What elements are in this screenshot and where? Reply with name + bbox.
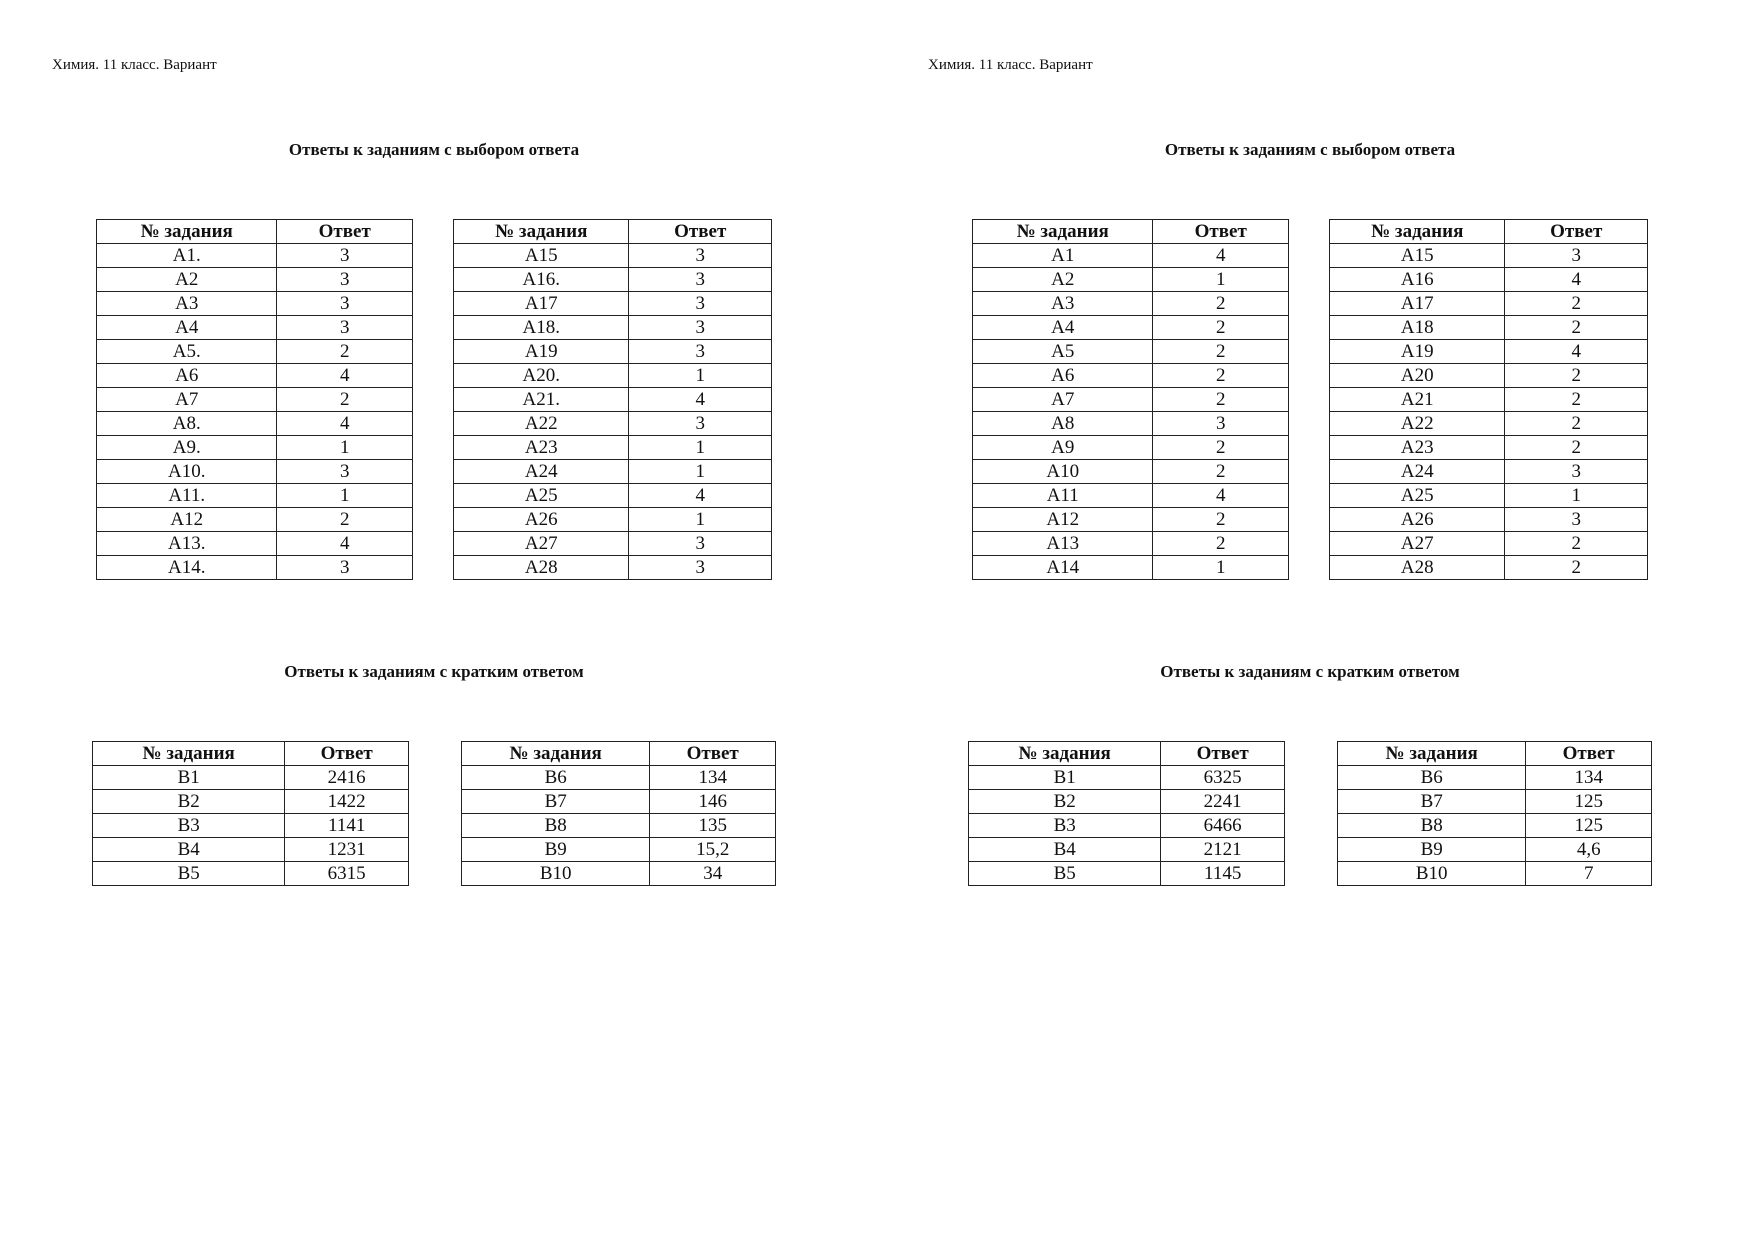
answer-cell: 1141 [285, 814, 409, 838]
answer-cell: 3 [1153, 412, 1289, 436]
answer-cell: 2 [1505, 556, 1648, 580]
answer-cell: 6325 [1161, 766, 1285, 790]
table-row [462, 862, 776, 886]
answer-cell: 146 [650, 790, 776, 814]
column-header-answer: Ответ [650, 742, 776, 766]
task-number-cell: А13. [97, 532, 277, 556]
task-number-cell: А17 [1330, 292, 1505, 316]
answer-cell: 2 [277, 340, 413, 364]
task-number-cell: А23 [454, 436, 629, 460]
task-number-cell: В3 [969, 814, 1161, 838]
task-number-cell: В9 [462, 838, 650, 862]
answer-cell: 2121 [1161, 838, 1285, 862]
answer-cell: 4 [1153, 244, 1289, 268]
table-row [1330, 316, 1648, 340]
task-number-cell: А24 [1330, 460, 1505, 484]
answer-cell: 1 [1505, 484, 1648, 508]
task-number-cell: В7 [462, 790, 650, 814]
table-row [97, 484, 413, 508]
task-number-cell: А6 [97, 364, 277, 388]
task-number-cell: А28 [1330, 556, 1505, 580]
table-row [969, 766, 1285, 790]
table-row [93, 838, 409, 862]
table-row [97, 364, 413, 388]
table-row [454, 460, 772, 484]
task-number-cell: В4 [969, 838, 1161, 862]
task-number-cell: В7 [1338, 790, 1526, 814]
column-header-answer: Ответ [285, 742, 409, 766]
task-number-cell: А5. [97, 340, 277, 364]
answer-cell: 3 [629, 292, 772, 316]
column-header-task: № задания [97, 220, 277, 244]
table-row [454, 484, 772, 508]
task-number-cell: А1 [973, 244, 1153, 268]
task-number-cell: А15 [1330, 244, 1505, 268]
task-number-cell: А26 [1330, 508, 1505, 532]
task-number-cell: А18. [454, 316, 629, 340]
column-header-task: № задания [454, 220, 629, 244]
answer-cell: 2 [1153, 388, 1289, 412]
table-row [97, 292, 413, 316]
task-number-cell: В6 [1338, 766, 1526, 790]
task-number-cell: А11. [97, 484, 277, 508]
task-number-cell: А27 [454, 532, 629, 556]
task-number-cell: А16 [1330, 268, 1505, 292]
answer-cell: 3 [629, 268, 772, 292]
task-number-cell: А7 [973, 388, 1153, 412]
table-row [1330, 268, 1648, 292]
answer-cell: 3 [277, 316, 413, 340]
answer-cell: 3 [1505, 460, 1648, 484]
task-number-cell: А2 [973, 268, 1153, 292]
table-row [973, 508, 1289, 532]
task-number-cell: А8 [973, 412, 1153, 436]
answer-cell: 1 [1153, 556, 1289, 580]
table-row [454, 268, 772, 292]
column-header-task: № задания [1330, 220, 1505, 244]
page-1-table-b-right [461, 741, 776, 886]
table-row [97, 268, 413, 292]
task-number-cell: А6 [973, 364, 1153, 388]
task-number-cell: А1. [97, 244, 277, 268]
answer-cell: 3 [629, 316, 772, 340]
answer-cell: 134 [1526, 766, 1652, 790]
table-row [973, 292, 1289, 316]
task-number-cell: А27 [1330, 532, 1505, 556]
task-number-cell: А5 [973, 340, 1153, 364]
table-row [454, 244, 772, 268]
answer-cell: 2 [1153, 316, 1289, 340]
task-number-cell: В8 [462, 814, 650, 838]
answer-cell: 6466 [1161, 814, 1285, 838]
table-row [454, 388, 772, 412]
task-number-cell: А26 [454, 508, 629, 532]
table-row [1338, 838, 1652, 862]
table-row [969, 838, 1285, 862]
table-row [462, 790, 776, 814]
table-row [454, 532, 772, 556]
answer-cell: 2 [1505, 292, 1648, 316]
answer-cell: 3 [1505, 244, 1648, 268]
answer-cell: 2 [1153, 364, 1289, 388]
table-row [462, 838, 776, 862]
task-number-cell: А23 [1330, 436, 1505, 460]
table-row [973, 556, 1289, 580]
column-header-answer: Ответ [1161, 742, 1285, 766]
answer-cell: 4 [1505, 268, 1648, 292]
answer-cell: 4 [277, 532, 413, 556]
task-number-cell: А8. [97, 412, 277, 436]
task-number-cell: А11 [973, 484, 1153, 508]
answer-cell: 2 [1153, 436, 1289, 460]
answer-cell: 3 [277, 556, 413, 580]
answer-cell: 3 [277, 244, 413, 268]
table-row [973, 412, 1289, 436]
column-header-task: № задания [462, 742, 650, 766]
answer-cell: 3 [1505, 508, 1648, 532]
page-2-section-b-title: Ответы к заданиям с кратким ответом [1160, 662, 1460, 681]
answer-cell: 4 [1153, 484, 1289, 508]
page-2-table-b-right [1337, 741, 1652, 886]
answer-cell: 135 [650, 814, 776, 838]
answer-cell: 2 [1153, 292, 1289, 316]
task-number-cell: А19 [454, 340, 629, 364]
table-row [97, 556, 413, 580]
column-header-answer: Ответ [629, 220, 772, 244]
task-number-cell: А28 [454, 556, 629, 580]
answer-cell: 3 [629, 556, 772, 580]
table-row [973, 244, 1289, 268]
table-row [1330, 388, 1648, 412]
table-row [454, 508, 772, 532]
task-number-cell: А2 [97, 268, 277, 292]
task-number-cell: В2 [969, 790, 1161, 814]
answer-cell: 2 [1153, 460, 1289, 484]
answer-cell: 34 [650, 862, 776, 886]
table-row [97, 388, 413, 412]
table-row [93, 814, 409, 838]
task-number-cell: А22 [1330, 412, 1505, 436]
table-row [1330, 484, 1648, 508]
task-number-cell: А14. [97, 556, 277, 580]
table-row [973, 316, 1289, 340]
table-row [973, 364, 1289, 388]
table-row [973, 340, 1289, 364]
table-row [1330, 244, 1648, 268]
table-row [462, 766, 776, 790]
answer-cell: 2 [1505, 436, 1648, 460]
table-row [97, 316, 413, 340]
task-number-cell: В5 [93, 862, 285, 886]
column-header-answer: Ответ [1153, 220, 1289, 244]
answer-cell: 15,2 [650, 838, 776, 862]
task-number-cell: В4 [93, 838, 285, 862]
task-number-cell: В6 [462, 766, 650, 790]
table-row [973, 532, 1289, 556]
page-1-header: Химия. 11 класс. Вариант [52, 57, 217, 73]
table-row [97, 436, 413, 460]
page-1-section-b-title: Ответы к заданиям с кратким ответом [284, 662, 584, 681]
table-row [1330, 364, 1648, 388]
table-row [973, 388, 1289, 412]
task-number-cell: А4 [973, 316, 1153, 340]
task-number-cell: В10 [462, 862, 650, 886]
table-row [454, 316, 772, 340]
answer-cell: 1231 [285, 838, 409, 862]
answer-cell: 2241 [1161, 790, 1285, 814]
task-number-cell: А12 [97, 508, 277, 532]
task-number-cell: В1 [93, 766, 285, 790]
column-header-answer: Ответ [1505, 220, 1648, 244]
answer-cell: 4 [277, 412, 413, 436]
table-row [97, 244, 413, 268]
answer-cell: 1 [629, 436, 772, 460]
task-number-cell: А10 [973, 460, 1153, 484]
page-2-table-b-left [968, 741, 1285, 886]
table-row [462, 814, 776, 838]
answer-cell: 3 [277, 460, 413, 484]
table-row [1330, 436, 1648, 460]
table-row [973, 484, 1289, 508]
answer-cell: 3 [277, 268, 413, 292]
table-row [973, 268, 1289, 292]
column-header-task: № задания [93, 742, 285, 766]
table-row [1338, 766, 1652, 790]
table-row [454, 412, 772, 436]
answer-cell: 4 [629, 484, 772, 508]
answer-cell: 1 [277, 484, 413, 508]
answer-cell: 2416 [285, 766, 409, 790]
answer-cell: 1 [629, 508, 772, 532]
task-number-cell: А24 [454, 460, 629, 484]
table-row [969, 790, 1285, 814]
table-row [93, 862, 409, 886]
task-number-cell: А22 [454, 412, 629, 436]
answer-cell: 2 [1505, 364, 1648, 388]
answer-cell: 4 [1505, 340, 1648, 364]
answer-cell: 6315 [285, 862, 409, 886]
answer-cell: 1145 [1161, 862, 1285, 886]
task-number-cell: А13 [973, 532, 1153, 556]
table-row [93, 790, 409, 814]
task-number-cell: В3 [93, 814, 285, 838]
task-number-cell: В10 [1338, 862, 1526, 886]
task-number-cell: А18 [1330, 316, 1505, 340]
answer-cell: 2 [277, 508, 413, 532]
table-row [454, 364, 772, 388]
task-number-cell: А21. [454, 388, 629, 412]
table-row [454, 436, 772, 460]
answer-cell: 4 [277, 364, 413, 388]
page-2-table-a-right [1329, 219, 1648, 580]
answer-cell: 2 [1505, 388, 1648, 412]
page-1-table-a-left [96, 219, 413, 580]
task-number-cell: А3 [973, 292, 1153, 316]
table-row [1338, 814, 1652, 838]
table-row [1330, 532, 1648, 556]
task-number-cell: А19 [1330, 340, 1505, 364]
task-number-cell: В2 [93, 790, 285, 814]
answer-cell: 2 [1505, 316, 1648, 340]
table-row [454, 556, 772, 580]
table-row [1330, 508, 1648, 532]
answer-cell: 3 [629, 244, 772, 268]
answer-cell: 2 [1153, 532, 1289, 556]
task-number-cell: А25 [1330, 484, 1505, 508]
table-row [454, 340, 772, 364]
answer-cell: 125 [1526, 814, 1652, 838]
table-row [97, 340, 413, 364]
task-number-cell: А20. [454, 364, 629, 388]
task-number-cell: В5 [969, 862, 1161, 886]
table-row [1330, 412, 1648, 436]
table-row [1338, 790, 1652, 814]
table-row [454, 292, 772, 316]
task-number-cell: А9. [97, 436, 277, 460]
answer-cell: 2 [277, 388, 413, 412]
task-number-cell: А9 [973, 436, 1153, 460]
answer-cell: 3 [277, 292, 413, 316]
table-row [1330, 340, 1648, 364]
table-row [93, 766, 409, 790]
answer-cell: 3 [629, 340, 772, 364]
page-1-table-b-left [92, 741, 409, 886]
answer-cell: 2 [1505, 412, 1648, 436]
column-header-task: № задания [973, 220, 1153, 244]
page-2-section-a-title: Ответы к заданиям с выбором ответа [1164, 140, 1456, 159]
column-header-answer: Ответ [277, 220, 413, 244]
table-row [97, 532, 413, 556]
table-row [973, 436, 1289, 460]
task-number-cell: А17 [454, 292, 629, 316]
task-number-cell: А21 [1330, 388, 1505, 412]
answer-cell: 2 [1153, 340, 1289, 364]
column-header-task: № задания [969, 742, 1161, 766]
task-number-cell: В1 [969, 766, 1161, 790]
task-number-cell: А16. [454, 268, 629, 292]
column-header-task: № задания [1338, 742, 1526, 766]
table-row [969, 862, 1285, 886]
task-number-cell: В9 [1338, 838, 1526, 862]
page-2-table-a-left [972, 219, 1289, 580]
page-1-table-a-right [453, 219, 772, 580]
table-row [1330, 556, 1648, 580]
task-number-cell: А10. [97, 460, 277, 484]
answer-cell: 1 [277, 436, 413, 460]
table-row [97, 508, 413, 532]
task-number-cell: А14 [973, 556, 1153, 580]
task-number-cell: А20 [1330, 364, 1505, 388]
answer-cell: 4,6 [1526, 838, 1652, 862]
answer-cell: 2 [1505, 532, 1648, 556]
answer-cell: 1 [629, 460, 772, 484]
answer-cell: 1422 [285, 790, 409, 814]
task-number-cell: А3 [97, 292, 277, 316]
task-number-cell: А15 [454, 244, 629, 268]
task-number-cell: В8 [1338, 814, 1526, 838]
answer-cell: 125 [1526, 790, 1652, 814]
table-row [969, 814, 1285, 838]
table-row [1330, 292, 1648, 316]
table-row [1330, 460, 1648, 484]
answer-cell: 3 [629, 532, 772, 556]
task-number-cell: А25 [454, 484, 629, 508]
answer-cell: 1 [1153, 268, 1289, 292]
task-number-cell: А12 [973, 508, 1153, 532]
task-number-cell: А4 [97, 316, 277, 340]
page-2-header: Химия. 11 класс. Вариант [928, 57, 1093, 73]
task-number-cell: А7 [97, 388, 277, 412]
answer-cell: 4 [629, 388, 772, 412]
page-1-section-a-title: Ответы к заданиям с выбором ответа [288, 140, 580, 159]
answer-cell: 2 [1153, 508, 1289, 532]
table-row [1338, 862, 1652, 886]
answer-cell: 134 [650, 766, 776, 790]
table-row [973, 460, 1289, 484]
answer-cell: 1 [629, 364, 772, 388]
answer-cell: 7 [1526, 862, 1652, 886]
answer-cell: 3 [629, 412, 772, 436]
column-header-answer: Ответ [1526, 742, 1652, 766]
table-row [97, 412, 413, 436]
table-row [97, 460, 413, 484]
